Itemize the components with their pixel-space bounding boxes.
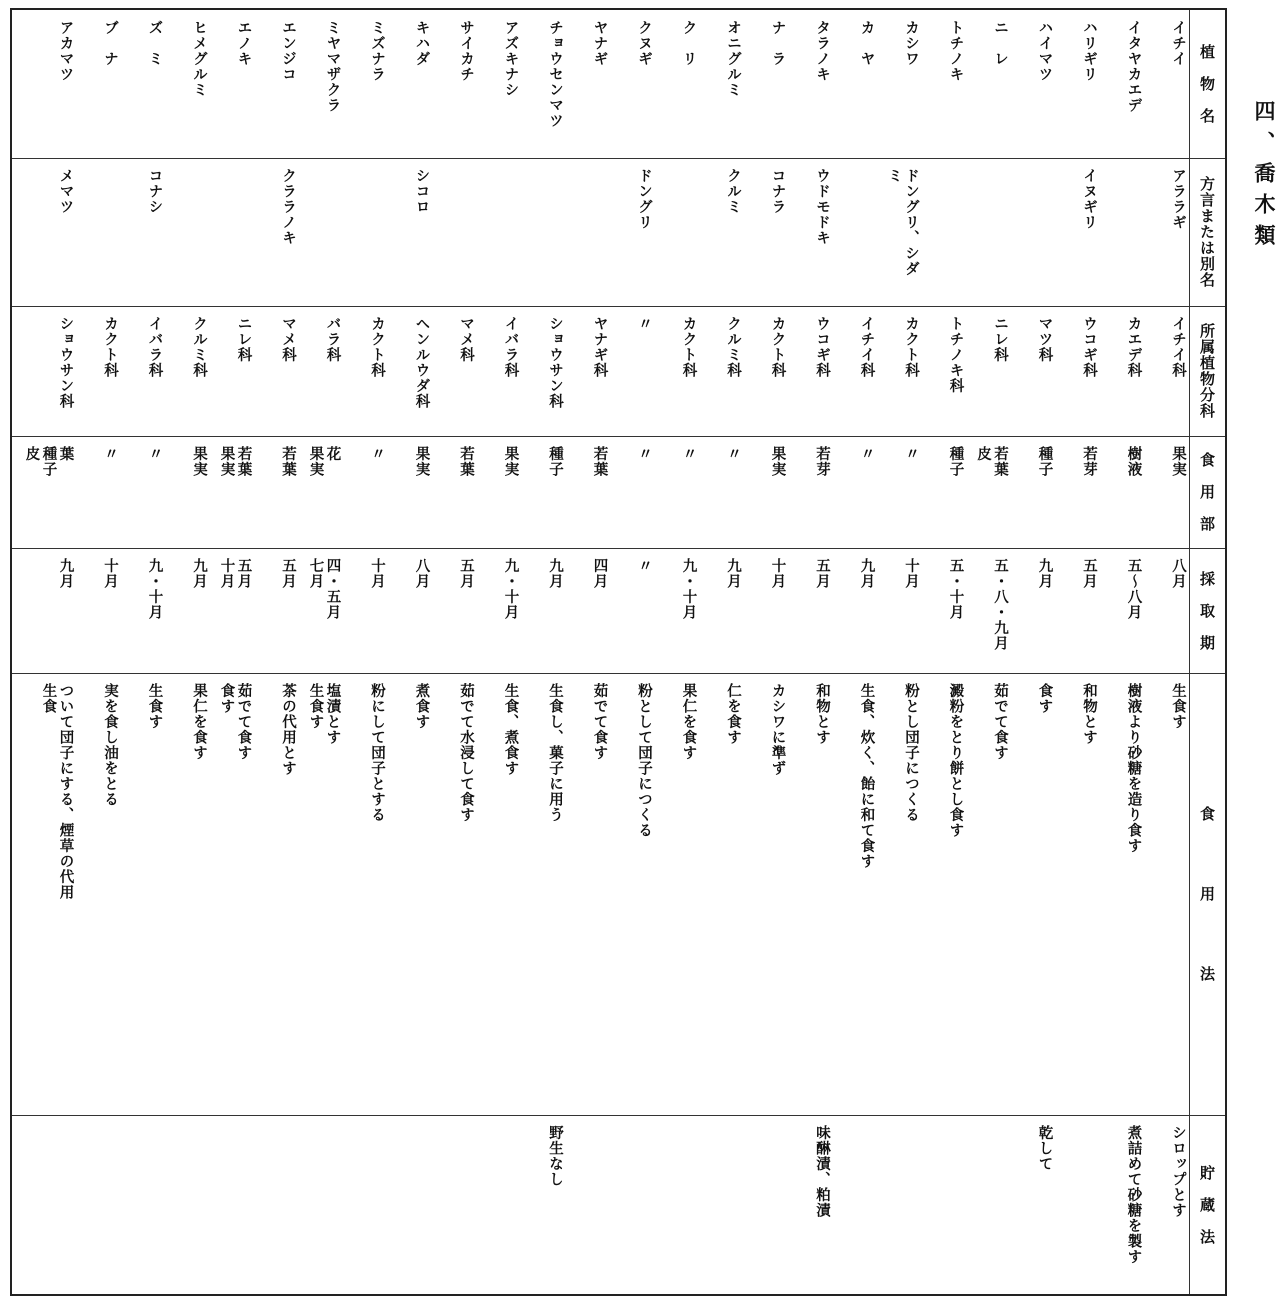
table-cell-family: クルミ科 (725, 316, 742, 378)
table-cell-part: 若葉 皮 (975, 446, 1009, 477)
table-cell-name: イタヤカエデ (1125, 20, 1143, 113)
table-cell-storage: 乾して (1036, 1125, 1054, 1172)
table-cell-period: 九・十月 (680, 558, 698, 620)
table-cell-family: イバラ科 (502, 316, 520, 378)
table-cell-family: トチノキ科 (947, 316, 965, 394)
table-cell-part: 〃 (146, 446, 164, 462)
table-cell-name: カ ヤ (858, 20, 876, 67)
table-cell-use: 茹でて食す (992, 683, 1009, 761)
table-cell-period: 四月 (591, 558, 609, 589)
table-cell-family: イチイ科 (858, 316, 876, 378)
table-cell-use: 茹でて食す (591, 683, 609, 761)
table-cell-family: カクト科 (903, 316, 920, 378)
table-cell-name: アズキナシ (502, 20, 520, 98)
table-cell-use: 果仁を食す (191, 683, 208, 761)
table-cell-dialect: シコロ (413, 168, 431, 215)
table-cell-use: 生食す (146, 683, 164, 730)
table-cell-part: 若葉 (591, 446, 609, 477)
table-cell-family: ニレ科 (235, 316, 253, 363)
table-cell-name: ハリギリ (1081, 20, 1098, 82)
table-cell-name: ズ ミ (146, 20, 164, 67)
table-cell-use: カシワに準ず (769, 683, 787, 776)
table-cell-family: ヤナギ科 (591, 316, 609, 378)
table-cell-part: 〃 (858, 446, 876, 462)
table-cell-period: 九・十月 (146, 558, 164, 620)
table-cell-period: 十月 (769, 558, 787, 589)
table-cell-name: ニ レ (992, 20, 1009, 67)
table-cell-family: クルミ科 (191, 316, 208, 378)
food-plants-table (10, 8, 1227, 1296)
table-cell-name: キハダ (413, 20, 431, 67)
table-cell-part: 若葉 果実 (218, 446, 253, 477)
table-cell-name: ヒメグルミ (191, 20, 208, 98)
band-divider (12, 1115, 1225, 1116)
table-cell-name: クヌギ (636, 20, 653, 67)
table-cell-family: マメ科 (458, 316, 475, 363)
table-cell-name: サイカチ (458, 20, 475, 82)
table-cell-period: 八月 (1170, 558, 1187, 589)
table-cell-family: カクト科 (680, 316, 698, 378)
table-cell-dialect: ウドモドキ (814, 168, 831, 246)
table-cell-part: 〃 (369, 446, 386, 462)
table-cell-family: 〃 (636, 316, 653, 332)
table-cell-use: 仁を食す (725, 683, 742, 745)
table-cell-use: ついて団子にする、煙草の代用 生食 (40, 683, 75, 900)
table-cell-part: 〃 (102, 446, 119, 462)
band-divider (12, 436, 1225, 437)
table-cell-part: 葉 種子 皮 (23, 446, 75, 477)
band-divider (12, 548, 1225, 549)
table-cell-storage: シロップとす (1170, 1125, 1187, 1218)
table-cell-dialect: メマツ (57, 168, 75, 215)
table-cell-period: 九月 (858, 558, 876, 589)
table-cell-dialect: コナシ (146, 168, 164, 215)
table-cell-use: 茹でて食す 食す (218, 683, 253, 761)
table-cell-name: エノキ (235, 20, 253, 67)
table-cell-dialect: クルミ (725, 168, 742, 215)
table-cell-family: イチイ科 (1170, 316, 1187, 378)
table-cell-period: 八月 (413, 558, 431, 589)
table-cell-name: トチノキ (947, 20, 965, 82)
table-cell-period: 五月 (1081, 558, 1098, 589)
table-cell-part: 種子 (947, 446, 965, 477)
table-cell-use: 粉とし団子につくる (903, 683, 920, 823)
table-cell-use: 生食し、菓子に用う (547, 683, 564, 823)
table-cell-period: 十月 (102, 558, 119, 589)
table-cell-family: ショウサン科 (547, 316, 564, 409)
table-cell-part: 果実 (769, 446, 787, 477)
table-cell-family: マメ科 (280, 316, 297, 363)
table-cell-period: 九月 (547, 558, 564, 589)
table-cell-name: エンジコ (280, 20, 297, 82)
table-cell-use: 樹液より砂糖を造り食す (1125, 683, 1143, 854)
table-cell-family: マツ科 (1036, 316, 1054, 363)
table-cell-part: 〃 (636, 446, 653, 462)
table-cell-period: 九・十月 (502, 558, 520, 620)
column-header: 食 用 法 (1198, 806, 1216, 982)
table-cell-period: 十月 (369, 558, 386, 589)
table-cell-period: 九月 (1036, 558, 1054, 589)
table-cell-use: 生食す (1170, 683, 1187, 730)
table-cell-period: 九月 (725, 558, 742, 589)
table-cell-family: カクト科 (769, 316, 787, 378)
table-cell-dialect: クララノキ (280, 168, 297, 246)
table-cell-period: 五〜八月 (1125, 558, 1143, 620)
table-cell-dialect: イヌギリ (1081, 168, 1098, 230)
table-cell-storage: 味醂漬、粕漬 (814, 1125, 831, 1218)
table-cell-period: 九月 (57, 558, 75, 589)
header-divider (1189, 10, 1190, 1294)
table-cell-dialect: コナラ (769, 168, 787, 215)
table-cell-part: 果実 (502, 446, 520, 477)
table-cell-part: 樹液 (1125, 446, 1143, 477)
table-cell-period: 五月 十月 (218, 558, 253, 589)
column-header: 採 取 期 (1198, 570, 1216, 651)
table-cell-part: 果実 (191, 446, 208, 477)
band-divider (12, 673, 1225, 674)
table-cell-dialect: ドングリ (636, 168, 653, 230)
table-cell-period: 五・十月 (947, 558, 965, 620)
table-cell-part: 種子 (1036, 446, 1054, 477)
table-cell-name: ハイマツ (1036, 20, 1054, 82)
table-cell-family: カエデ科 (1125, 316, 1143, 378)
table-cell-part: 果実 (413, 446, 431, 477)
table-cell-part: 若葉 (280, 446, 297, 477)
table-cell-name: チョウセンマツ (547, 20, 564, 129)
table-cell-use: 生食、炊く、飴に和て食す (858, 683, 876, 869)
table-cell-part: 若葉 (458, 446, 475, 477)
section-title: 四、喬木類 (1252, 100, 1277, 255)
table-cell-family: ウコギ科 (1081, 316, 1098, 378)
table-cell-part: 果実 (1170, 446, 1187, 477)
table-cell-family: ウコギ科 (814, 316, 831, 378)
table-cell-family: カクト科 (102, 316, 119, 378)
table-cell-family: バラ科 (324, 316, 342, 363)
column-header: 所属植物分科 (1198, 323, 1216, 419)
band-divider (12, 158, 1225, 159)
table-cell-dialect: アララギ (1170, 168, 1187, 230)
table-cell-period: 五月 (814, 558, 831, 589)
table-cell-use: 塩漬とす 生食す (307, 683, 342, 745)
table-cell-name: イチイ (1170, 20, 1187, 67)
table-cell-period: 九月 (191, 558, 208, 589)
table-cell-use: 澱粉をとり餅とし食す (947, 683, 965, 838)
table-cell-period: 〃 (636, 558, 653, 574)
table-cell-family: ヘンルウダ科 (413, 316, 431, 409)
table-cell-dialect: ドングリ、シダ ミ (886, 168, 920, 277)
column-header: 食 用 部 (1198, 452, 1216, 532)
table-cell-use: 果仁を食す (680, 683, 698, 761)
band-divider (12, 306, 1225, 307)
table-cell-use: 和物とす (814, 683, 831, 745)
table-cell-family: ニレ科 (992, 316, 1009, 363)
table-cell-use: 煮食す (413, 683, 431, 730)
table-cell-part: 〃 (680, 446, 698, 462)
table-cell-storage: 煮詰めて砂糖を製す (1125, 1125, 1143, 1265)
table-cell-family: カクト科 (369, 316, 386, 378)
table-cell-part: 若芽 (1081, 446, 1098, 477)
table-cell-name: ブ ナ (102, 20, 119, 67)
table-cell-part: 〃 (725, 446, 742, 462)
table-cell-storage: 野生なし (547, 1125, 564, 1187)
column-header: 植 物 名 (1198, 44, 1216, 124)
table-cell-use: 粉にして団子とする (369, 683, 386, 823)
table-cell-period: 五月 (280, 558, 297, 589)
table-cell-part: 花 果実 (307, 446, 342, 477)
table-cell-name: ヤナギ (591, 20, 609, 67)
table-cell-name: ク リ (680, 20, 698, 67)
table-cell-period: 四・五月 七月 (307, 558, 342, 620)
table-cell-use: 生食、煮食す (502, 683, 520, 776)
table-cell-name: カシワ (903, 20, 920, 67)
table-cell-name: オニグルミ (725, 20, 742, 98)
table-cell-name: アカマツ (57, 20, 75, 82)
table-cell-period: 五・八・九月 (992, 558, 1009, 651)
table-cell-part: 種子 (547, 446, 564, 477)
table-cell-name: ミヤマザクラ (324, 20, 342, 113)
table-cell-period: 十月 (903, 558, 920, 589)
table-cell-part: 〃 (903, 446, 920, 462)
table-cell-use: 食す (1036, 683, 1054, 714)
column-header: 方言または別名 (1198, 176, 1216, 288)
table-cell-family: ショウサン科 (57, 316, 75, 409)
table-cell-use: 粉として団子につくる (636, 683, 653, 838)
column-header: 貯 蔵 法 (1198, 1164, 1216, 1245)
table-cell-name: タラノキ (814, 20, 831, 82)
table-cell-use: 実を食し油をとる (102, 683, 119, 807)
table-cell-use: 茶の代用とす (280, 683, 297, 776)
table-cell-family: イバラ科 (146, 316, 164, 378)
table-cell-part: 若芽 (814, 446, 831, 477)
table-cell-name: ナ ラ (769, 20, 787, 67)
table-cell-name: ミズナラ (369, 20, 386, 82)
table-cell-period: 五月 (458, 558, 475, 589)
table-cell-use: 茹でて水浸して食す (458, 683, 475, 823)
table-cell-use: 和物とす (1081, 683, 1098, 745)
